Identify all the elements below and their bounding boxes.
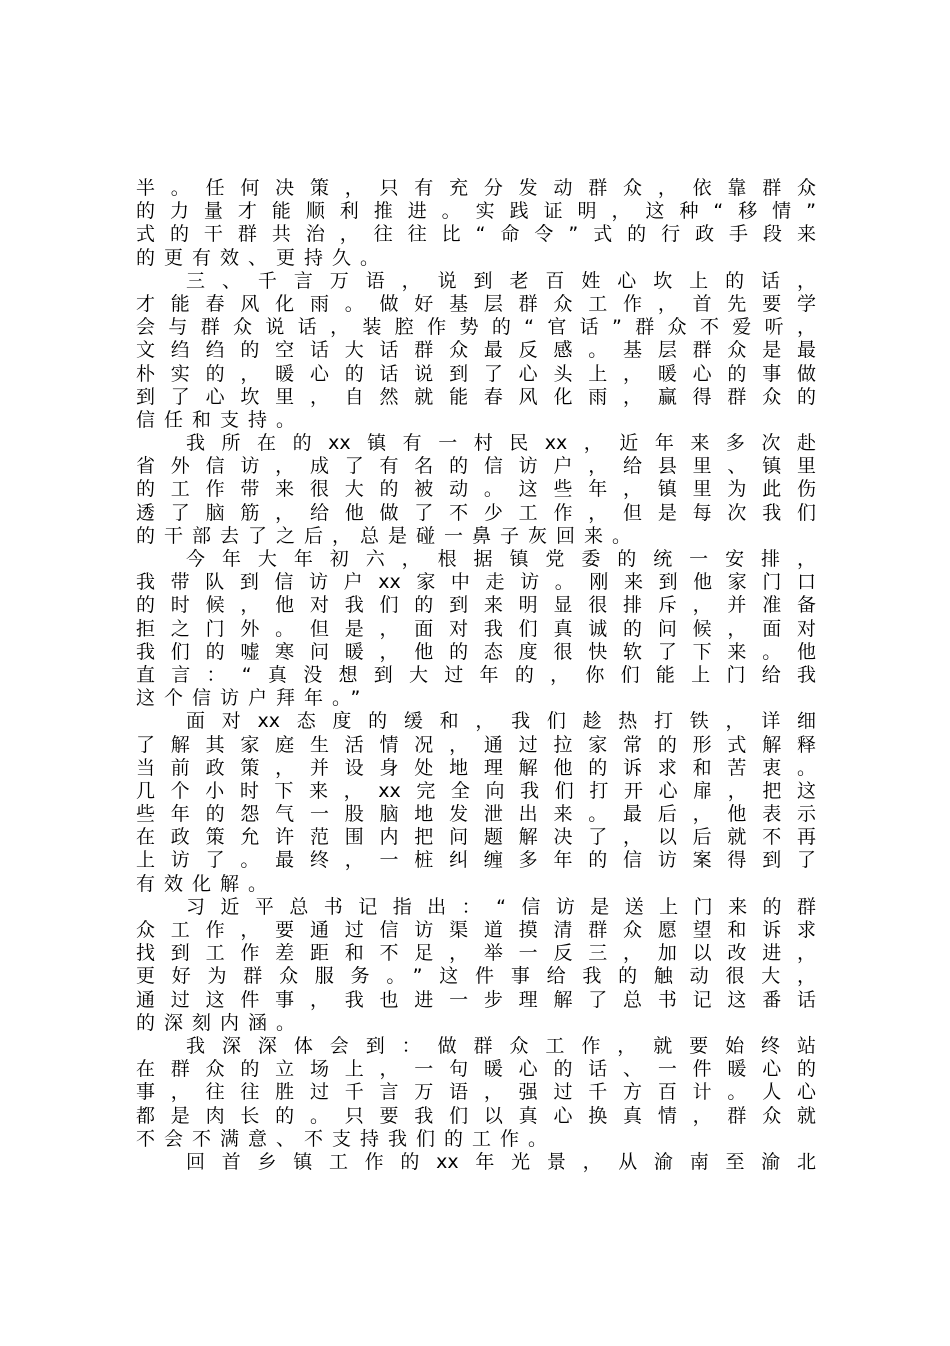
text-line: 不会不满意、不支持我们的工作。: [136, 1127, 557, 1150]
text-line: 透了脑筋，给他做了不少工作，但是每次我们: [136, 501, 816, 524]
text-line: 今年大年初六，根据镇党委的统一安排，: [186, 548, 816, 570]
text-line: 的深刻内涵。: [136, 1011, 305, 1034]
text-line: 我带队到信访户xx家中走访。刚来到他家门口: [136, 571, 816, 594]
text-line: 当前政策，并设身处地理解他的诉求和苦衷。: [136, 756, 816, 779]
text-line: 半。任何决策，只有充分发动群众，依靠群众: [136, 177, 816, 199]
text-line: 的干部去了之后，总是碰一鼻子灰回来。: [136, 524, 641, 547]
text-line: 的工作带来很大的被动。这些年，镇里为此伤: [136, 478, 816, 501]
text-line: 了解其家庭生活情况，通过拉家常的形式解释: [136, 733, 816, 756]
text-line: 的更有效、更持久。: [136, 246, 389, 269]
text-line: 文绉绉的空话大话群众最反感。基层群众是最: [136, 339, 816, 362]
text-line: 习近平总书记指出：“信访是送上门来的群: [186, 895, 816, 918]
text-line: 事，往往胜过千言万语，强过千方百计。人心: [136, 1081, 816, 1104]
text-line: 省外信访，成了有名的信访户，给县里、镇里: [136, 455, 816, 478]
text-line: 面对xx态度的缓和，我们趁热打铁，详细: [186, 710, 816, 733]
text-line: 上访了。最终，一桩纠缠多年的信访案得到了: [136, 849, 816, 872]
text-line: 我所在的xx镇有一村民xx，近年来多次赴: [186, 432, 816, 455]
text-line: 信任和支持。: [136, 408, 305, 431]
text-line: 众工作，要通过信访渠道摸清群众愿望和诉求: [136, 919, 816, 941]
text-line: 式的干群共治，往往比“命令”式的行政手段来: [136, 223, 816, 246]
text-line: 几个小时下来，xx完全向我们打开心扉，把这: [136, 779, 816, 802]
text-line: 通过这件事，我也进一步理解了总书记这番话: [136, 988, 816, 1011]
text-line: 些年的怨气一股脑地发泄出来。最后，他表示: [136, 803, 816, 826]
text-line: 找到工作差距和不足，举一反三，加以改进，: [136, 942, 816, 965]
text-line: 我们的嘘寒问暖，他的态度很快软了下来。他: [136, 640, 816, 663]
text-line: 我深深体会到：做群众工作，就要始终站: [186, 1034, 816, 1057]
text-line: 这个信访户拜年。”: [136, 687, 370, 710]
text-line: 有效化解。: [136, 872, 277, 895]
text-line: 拒之门外。但是，面对我们真诚的问候，面对: [136, 617, 816, 640]
text-line: 会与群众说话，装腔作势的“官话”群众不爱听，: [136, 316, 816, 339]
text-line: 更好为群众服务。”这件事给我的触动很大，: [136, 965, 816, 988]
text-line: 直言：“真没想到大过年的，你们能上门给我: [136, 663, 816, 686]
text-line: 朴实的，暖心的话说到了心头上，暖心的事做: [136, 362, 816, 385]
text-line: 到了心坎里，自然就能春风化雨，赢得群众的: [136, 385, 816, 408]
text-line: 在群众的立场上，一句暖心的话、一件暖心的: [136, 1058, 816, 1081]
text-line: 才能春风化雨。做好基层群众工作，首先要学: [136, 292, 816, 315]
text-line: 都是肉长的。只要我们以真心换真情，群众就: [136, 1104, 816, 1127]
text-line: 回首乡镇工作的xx年光景，从渝南至渝北: [186, 1150, 816, 1173]
text-line: 的时候，他对我们的到来明显很排斥，并准备: [136, 594, 816, 617]
body-text: [136, 177, 816, 1174]
text-line: 在政策允许范围内把问题解决了，以后就不再: [136, 826, 816, 849]
text-line: 的力量才能顺利推进。实践证明，这种“移情”: [136, 200, 816, 223]
text-line: 三、千言万语，说到老百姓心坎上的话，: [186, 269, 816, 292]
